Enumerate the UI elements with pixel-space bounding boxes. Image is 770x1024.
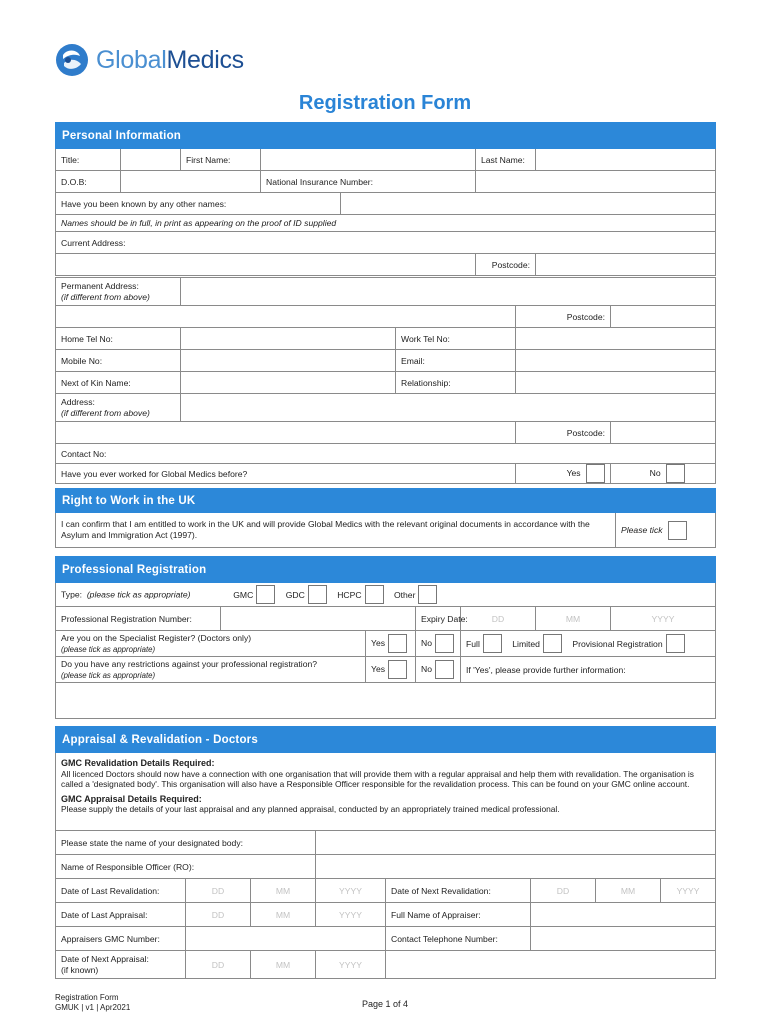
last-appraisal-dd[interactable]: DD: [186, 903, 251, 927]
last-reval-label: Date of Last Revalidation:: [56, 879, 186, 903]
right-to-work-table: [55, 488, 716, 548]
next-reval-label: Date of Next Revalidation:: [386, 879, 531, 903]
ni-field[interactable]: [476, 171, 716, 193]
permanent-address-field-2[interactable]: [56, 306, 516, 328]
next-appraisal-label: Date of Next Appraisal: (if known): [56, 951, 186, 979]
gmc-appraisal-text: Please supply the details of your last appraisal and any planned appraisal, conducted by an appropriately trained medical professional.: [61, 804, 560, 814]
expiry-yyyy[interactable]: YYYY: [611, 607, 716, 631]
right-to-work-tick[interactable]: [616, 513, 716, 548]
restrictions-no-checkbox[interactable]: [435, 660, 454, 679]
next-appraisal-dd[interactable]: DD: [186, 951, 251, 979]
globe-logo-icon: [54, 42, 90, 78]
other-names-label: Have you been known by any other names:: [56, 193, 341, 215]
next-reval-mm[interactable]: MM: [596, 879, 661, 903]
professional-registration-table: [55, 556, 716, 719]
home-tel-field[interactable]: [181, 328, 396, 350]
logo-text: GlobalMedics: [96, 45, 244, 74]
kin-address-label: Address: (if different from above): [56, 394, 181, 422]
designated-body-label: Please state the name of your designated body:: [56, 831, 316, 855]
specialist-no-checkbox[interactable]: [435, 634, 454, 653]
kin-if-different-note: (if different from above): [61, 407, 150, 418]
appraisal-header: Appraisal & Revalidation - Doctors: [56, 727, 716, 753]
personal-information-table: [55, 122, 716, 276]
worked-before-yes[interactable]: Yes: [516, 464, 611, 484]
next-appraisal-blank: [386, 951, 716, 979]
page-title: Registration Form: [298, 92, 472, 114]
last-name-field[interactable]: [536, 149, 716, 171]
next-reval-dd[interactable]: DD: [531, 879, 596, 903]
if-different-note: (if different from above): [61, 291, 150, 302]
expiry-dd[interactable]: DD: [461, 607, 536, 631]
current-address-field[interactable]: [56, 254, 476, 276]
hcpc-option[interactable]: HCPC: [337, 585, 383, 604]
contact-tel-field[interactable]: [531, 927, 716, 951]
kin-name-label: Next of Kin Name:: [56, 372, 181, 394]
footer-form-name: Registration Form: [55, 993, 119, 1002]
last-appraisal-yyyy[interactable]: YYYY: [316, 903, 386, 927]
last-appraisal-label: Date of Last Appraisal:: [56, 903, 186, 927]
gmc-option[interactable]: GMC: [233, 585, 275, 604]
permanent-postcode-label: Postcode:: [516, 306, 611, 328]
other-option[interactable]: Other: [394, 585, 438, 604]
dob-field[interactable]: [121, 171, 261, 193]
worked-before-yes-checkbox[interactable]: [586, 464, 605, 483]
right-to-work-checkbox[interactable]: [668, 521, 687, 540]
home-tel-label: Home Tel No:: [56, 328, 181, 350]
next-reval-yyyy[interactable]: YYYY: [661, 879, 716, 903]
limited-checkbox[interactable]: [543, 634, 562, 653]
last-reval-mm[interactable]: MM: [251, 879, 316, 903]
limited-option[interactable]: Limited: [512, 634, 562, 653]
last-name-label: Last Name:: [476, 149, 536, 171]
mobile-field[interactable]: [181, 350, 396, 372]
specialist-yes-checkbox[interactable]: [388, 634, 407, 653]
title-field[interactable]: [121, 149, 181, 171]
first-name-label: First Name:: [181, 149, 261, 171]
right-to-work-header: Right to Work in the UK: [56, 489, 716, 513]
permanent-address-field[interactable]: [181, 278, 716, 306]
reg-number-field[interactable]: [221, 607, 416, 631]
right-to-work-statement: I can confirm that I am entitled to work in the UK and will provide Global Medics with the relevant original documents in accordance with the Asylum and Immigration Act (1997).: [56, 513, 616, 548]
worked-before-no[interactable]: No: [611, 464, 716, 484]
permanent-address-label: Permanent Address: (if different from above): [56, 278, 181, 306]
last-appraisal-mm[interactable]: MM: [251, 903, 316, 927]
contact-tel-label: Contact Telephone Number:: [386, 927, 531, 951]
next-appraisal-yyyy[interactable]: YYYY: [316, 951, 386, 979]
please-tick-label: Please tick: [621, 524, 663, 535]
current-address-label: Current Address:: [56, 232, 716, 254]
ni-label: National Insurance Number:: [261, 171, 476, 193]
work-tel-label: Work Tel No:: [396, 328, 516, 350]
other-names-field[interactable]: [341, 193, 716, 215]
current-postcode-field[interactable]: [536, 254, 716, 276]
logo: [54, 40, 244, 80]
ro-label: Name of Responsible Officer (RO):: [56, 855, 316, 879]
kin-address-field-2[interactable]: [56, 422, 516, 444]
title-label: Title:: [56, 149, 121, 171]
provisional-option[interactable]: Provisional Registration: [572, 634, 684, 653]
reg-number-label: Professional Registration Number:: [56, 607, 221, 631]
kin-name-field[interactable]: [181, 372, 396, 394]
full-checkbox[interactable]: [483, 634, 502, 653]
appraiser-gmc-label: Appraisers GMC Number:: [56, 927, 186, 951]
expiry-mm[interactable]: MM: [536, 607, 611, 631]
contact-no-label: Contact No:: [61, 448, 107, 459]
restrictions-yes[interactable]: Yes: [366, 657, 416, 683]
other-checkbox[interactable]: [418, 585, 437, 604]
specialist-question: Are you on the Specialist Register? (Doctors only) (please tick as appropriate): [56, 631, 366, 657]
restrictions-no[interactable]: No: [416, 657, 461, 683]
appraiser-name-label: Full Name of Appraiser:: [386, 903, 531, 927]
gmc-appraisal-title: GMC Appraisal Details Required:: [61, 793, 202, 804]
restrictions-info-field[interactable]: [56, 683, 716, 719]
kin-postcode-field[interactable]: [611, 422, 716, 444]
appraisal-table: [55, 726, 716, 979]
gmc-reval-text: All licenced Doctors should now have a connection with one organisation that will provide them with a regular appraisal and help them with revalidation. The organisation is called a 'designated body'. This organisation will also have a Responsible Officer responsible for the revalidation process. This can be found on your GMC online account.: [61, 768, 694, 789]
work-tel-field[interactable]: [516, 328, 716, 350]
gdc-option[interactable]: GDC: [286, 585, 327, 604]
appraiser-name-field[interactable]: [531, 903, 716, 927]
provisional-checkbox[interactable]: [666, 634, 685, 653]
ro-field[interactable]: [316, 855, 716, 879]
email-label: Email:: [396, 350, 516, 372]
last-reval-dd[interactable]: DD: [186, 879, 251, 903]
appraisal-info: [56, 753, 716, 831]
page-number: Page 1 of 4: [361, 999, 409, 1009]
contact-no-row[interactable]: [56, 444, 716, 464]
personal-contacts-table: [55, 277, 716, 484]
if-yes-label: If 'Yes', please provide further information:: [461, 657, 716, 683]
email-field[interactable]: [516, 350, 716, 372]
next-appraisal-mm[interactable]: MM: [251, 951, 316, 979]
restrictions-question: Do you have any restrictions against your professional registration? (please tick as appropriate): [56, 657, 366, 683]
last-reval-yyyy[interactable]: YYYY: [316, 879, 386, 903]
kin-address-field[interactable]: [181, 394, 716, 422]
full-option[interactable]: Full: [466, 634, 502, 653]
permanent-postcode-field[interactable]: [611, 306, 716, 328]
professional-registration-header: Professional Registration: [56, 557, 716, 583]
relationship-label: Relationship:: [396, 372, 516, 394]
personal-information-header: Personal Information: [56, 123, 716, 149]
registration-status: [461, 631, 716, 657]
hcpc-checkbox[interactable]: [365, 585, 384, 604]
expiry-label: Expiry Date:: [416, 607, 461, 631]
relationship-field[interactable]: [516, 372, 716, 394]
mobile-label: Mobile No:: [56, 350, 181, 372]
kin-postcode-label: Postcode:: [516, 422, 611, 444]
restrictions-yes-checkbox[interactable]: [388, 660, 407, 679]
gmc-checkbox[interactable]: [256, 585, 275, 604]
gmc-reval-title: GMC Revalidation Details Required:: [61, 758, 215, 768]
specialist-yes[interactable]: Yes: [366, 631, 416, 657]
first-name-field[interactable]: [261, 149, 476, 171]
worked-before-no-checkbox[interactable]: [666, 464, 685, 483]
dob-label: D.O.B:: [56, 171, 121, 193]
designated-body-field[interactable]: [316, 831, 716, 855]
gdc-checkbox[interactable]: [308, 585, 327, 604]
appraiser-gmc-field[interactable]: [186, 927, 386, 951]
current-postcode-label: Postcode:: [476, 254, 536, 276]
names-note: Names should be in full, in print as appearing on the proof of ID supplied: [56, 215, 716, 232]
specialist-no[interactable]: No: [416, 631, 461, 657]
registration-type-row: Type: (please tick as appropriate) GMC GDC HCPC Other: [56, 583, 716, 607]
worked-before-label: Have you ever worked for Global Medics before?: [56, 464, 516, 484]
footer-code: GMUK | v1 | Apr2021: [55, 1003, 131, 1012]
